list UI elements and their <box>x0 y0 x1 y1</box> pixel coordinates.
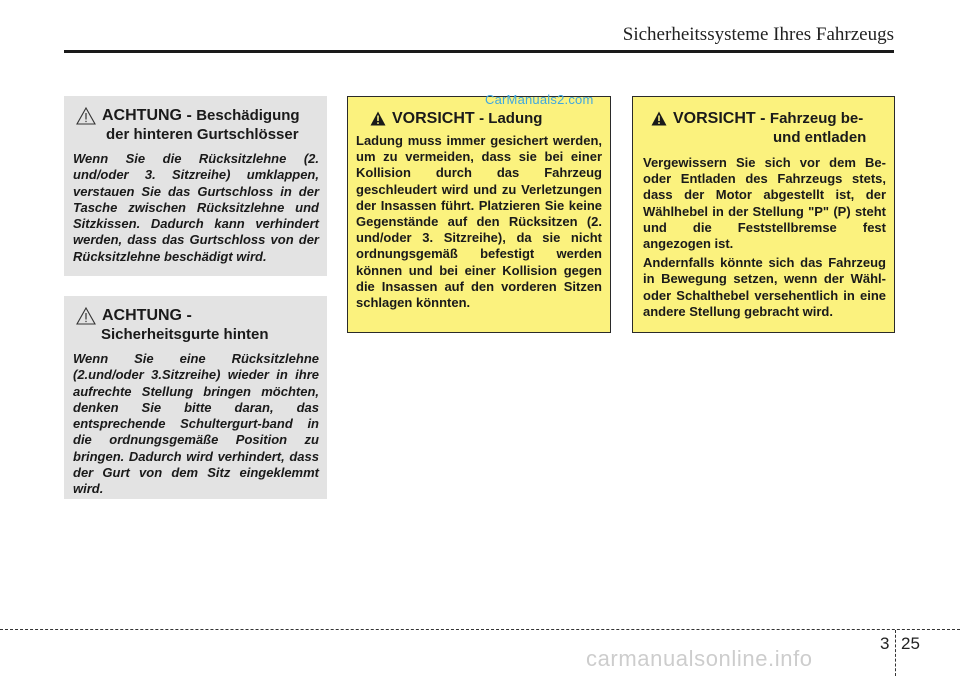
caution-heading: ACHTUNG - <box>102 307 192 324</box>
caution-text: Wenn Sie eine Rücksitzlehne (2.und/oder 3.Sitzreihe) wieder in ihre aufrechte Stellung bringen möchten, denken Sie bitte daran, das entsprechende Schultergurt-band in die ordnungsgemäße Position zu bringen. Dadurch wird verhindert, dass der Gurt von dem Sitz eingeklemmt wird. <box>73 351 319 497</box>
warning-subtitle-line2: und entladen <box>773 129 867 146</box>
caution-heading: ACHTUNG - <box>102 107 192 124</box>
warning-triangle-filled-icon <box>651 111 667 126</box>
caution-title <box>73 106 319 125</box>
footer-site-watermark: carmanualsonline.info <box>586 646 813 671</box>
caution-subtitle-line2: Sicherheitsgurte hinten <box>101 326 269 343</box>
warning-title <box>643 109 886 128</box>
caution-subtitle-line2: der hinteren Gurtschlösser <box>106 126 299 143</box>
footer-rule <box>0 629 960 630</box>
warning-heading: VORSICHT <box>392 110 475 127</box>
warning-paragraph: Andernfalls könnte sich das Fahrzeug in Bewegung setzen, wenn der Wähl- oder Schalthebel versehentlich in eine andere Stellung gebracht wird. <box>643 255 886 319</box>
watermark-text: CarManuals2.com <box>485 92 594 107</box>
warning-subtitle: - Ladung <box>479 110 543 127</box>
page-number: 25 <box>901 634 920 653</box>
warning-triangle-outline-icon <box>76 307 96 325</box>
warning-box-cargo <box>347 96 611 333</box>
footer-divider <box>895 630 896 676</box>
caution-text: Wenn Sie die Rücksitzlehne (2. und/oder 3. Sitzreihe) umklappen, verstauen Sie das Gurtschloss in der Tasche zwischen Rücksitzlehne und Sitzkissen. Dadurch kann verhindert werden, dass das Gurtschloss von der Rücksitzlehne beschädigt wird. <box>73 151 319 264</box>
warning-box-loading <box>632 96 895 333</box>
warning-title <box>356 109 602 128</box>
header-title: Sicherheitssysteme Ihres Fahrzeugs <box>622 24 894 45</box>
warning-subtitle: Fahrzeug be- <box>769 110 864 127</box>
caution-subtitle: Beschädigung <box>196 107 300 124</box>
warning-paragraph: Vergewissern Sie sich vor dem Be- oder Entladen des Fahrzeugs stets, dass der Motor abgestellt ist, der Wählhebel in der Stellung "P" (P) steht und die Feststellbremse fest angezogen ist. <box>643 155 886 252</box>
chapter-number: 3 <box>880 634 890 653</box>
warning-heading: VORSICHT - <box>673 110 766 127</box>
caution-box-rear-belts <box>64 296 327 499</box>
caution-box-belt-buckles <box>64 96 327 276</box>
warning-triangle-outline-icon <box>76 107 96 125</box>
warning-triangle-filled-icon <box>370 111 386 126</box>
header-rule <box>64 50 894 53</box>
caution-title <box>73 306 319 325</box>
warning-text: Ladung muss immer gesichert werden, um zu vermeiden, dass sie bei einer Kollision durch das Fahrzeug geschleudert wird und zu Verletzungen der Insassen führt. Platzieren Sie keine Gegenstände auf den Rücksitzen (2. und/oder 3. Sitzreihe), da sie nicht ordnungsgemäß befestigt werden können und bei einer Kollision gegen die Insassen auf den vorderen Sitzen schlagen könnten. <box>356 133 602 311</box>
